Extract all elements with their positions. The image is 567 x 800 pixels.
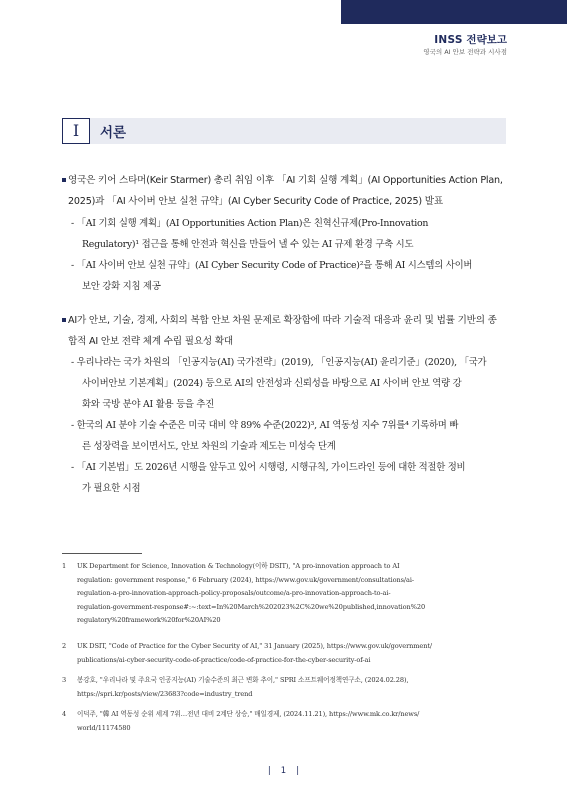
page-number-divider: | <box>296 766 300 776</box>
page-number-value: 1 <box>280 766 287 776</box>
sub-item-line: Regulatory)¹ 접근을 통해 안전과 혁신을 만들어 낼 수 있는 AI 규제 환경 구축 시도 <box>82 239 414 250</box>
sub-item-line: - 「AI 사이버 안보 실천 규약」(AI Cyber Security Code of Practice)²을 통해 AI 시스템의 사이버 <box>71 260 473 271</box>
footnote-line: https://spri.kr/posts/view/23683?code=industry_trend <box>77 689 253 698</box>
footnote-line: world/11174580 <box>77 723 131 732</box>
footnote-line: regulation-a-pro-innovation-approach-policy-proposals/outcome/a-pro-innovation-approach-to-ai- <box>77 589 391 597</box>
brand-logo <box>434 32 507 47</box>
sub-item-line: 가 필요한 시점 <box>82 483 141 494</box>
footnote-line: regulation: government response," 6 February (2024), https://www.gov.uk/government/consultations/ai- <box>77 575 414 584</box>
report-subtitle: 영국의 AI 안보 전략과 시사점 <box>423 48 507 56</box>
bullet-item <box>62 310 497 352</box>
brand-report-label: 전략보고 <box>462 34 507 46</box>
footnote-line: regulatory%20framework%20for%20AI%20 <box>77 616 221 624</box>
sub-item <box>71 457 465 499</box>
sub-item-line: - 우리나라는 국가 차원의 「인공지능(AI) 국가전략」(2019), 「인공지능(AI) 윤리기준」(2020), 「국가 <box>71 357 487 368</box>
bullet-square-icon <box>62 318 66 322</box>
bullet-line: 2025)과 「AI 사이버 안보 실천 규약」(AI Cyber Security Code of Practice, 2025) 발표 <box>68 196 443 207</box>
footnote-line: publications/ai-cyber-security-code-of-practice/code-of-practice-for-the-cyber-security-of-ai <box>77 655 371 664</box>
sub-item <box>71 352 486 415</box>
footnote-divider <box>62 553 142 554</box>
footnote-line: regulation-government-response#:~:text=In%20March%202023%2C%20we%20published,innovation%20 <box>77 602 426 611</box>
sub-item-line: 사이버안보 기본계획」(2024) 등으로 AI의 안전성과 신뢰성을 바탕으로 AI 사이버 안보 역량 강 <box>82 378 462 389</box>
section-title: 서론 <box>100 125 127 141</box>
sub-item-line: 보안 강화 지침 제공 <box>82 281 161 292</box>
footnote-line: UK Department for Science, Innovation & Technology(이하 DSIT), "A pro-innovation approach to AI <box>77 562 400 570</box>
page-number <box>0 766 567 776</box>
footnote-line: UK DSIT, "Code of Practice for the Cyber Security of AI," 31 January (2025), https://www.gov.uk/government/ <box>77 642 433 650</box>
footnote <box>62 674 408 701</box>
footnote-number: 1 <box>62 562 67 570</box>
section-number: Ⅰ <box>62 118 90 144</box>
footnote-line: 봉강호, "우리나라 및 주요국 인공지능(AI) 기술수준의 최근 변화 추이," SPRI 소프트웨어정책연구소, (2024.02.28), <box>77 676 409 684</box>
sub-item <box>71 255 472 297</box>
footnote <box>62 708 419 735</box>
bullet-square-icon <box>62 178 66 182</box>
bullet-line: AI가 안보, 기술, 경제, 사회의 복합 안보 차원 문제로 확장함에 따라 기술적 대응과 윤리 및 법률 기반의 종 <box>68 315 497 326</box>
sub-item-line: 화와 국방 분야 AI 활용 등을 추진 <box>82 399 215 410</box>
footnote <box>62 560 425 628</box>
sub-item <box>71 213 428 255</box>
sub-item-line: - 「AI 기회 실행 계획」(AI Opportunities Action Plan)은 친혁신규제(Pro-Innovation <box>71 218 429 229</box>
brand-inss: INSS <box>434 34 463 46</box>
sub-item <box>71 415 458 457</box>
section-heading <box>62 118 506 144</box>
bullet-line: 합적 AI 안보 전략 체계 수립 필요성 확대 <box>68 336 233 347</box>
page-number-divider: | <box>267 766 271 776</box>
footnote <box>62 640 432 667</box>
bullet-line: 영국은 키어 스타머(Keir Starmer) 총리 취임 이후 「AI 기회 실행 계획」(AI Opportunities Action Plan, <box>68 175 503 186</box>
sub-item-line: 른 성장력을 보이면서도, 안보 차원의 기술과 제도는 미성숙 단계 <box>82 441 336 452</box>
footnote-number: 2 <box>62 642 67 650</box>
footnote-line: 이덕주, "韓 AI 역동성 순위 세계 7위…전년 대비 2계단 상승," 매일경제, (2024.11.21), https://www.mk.co.kr/news/ <box>77 710 420 718</box>
footnote-number: 3 <box>62 676 67 684</box>
sub-item-line: - 「AI 기본법」도 2026년 시행을 앞두고 있어 시행령, 시행규칙, 가이드라인 등에 대한 적절한 정비 <box>71 462 466 473</box>
bullet-item <box>62 170 503 212</box>
sub-item-line: - 한국의 AI 분야 기술 수준은 미국 대비 약 89% 수준(2022)³, AI 역동성 지수 7위를⁴ 기록하며 빠 <box>71 420 459 431</box>
footnote-number: 4 <box>62 710 67 718</box>
header-accent-bar <box>341 0 567 24</box>
